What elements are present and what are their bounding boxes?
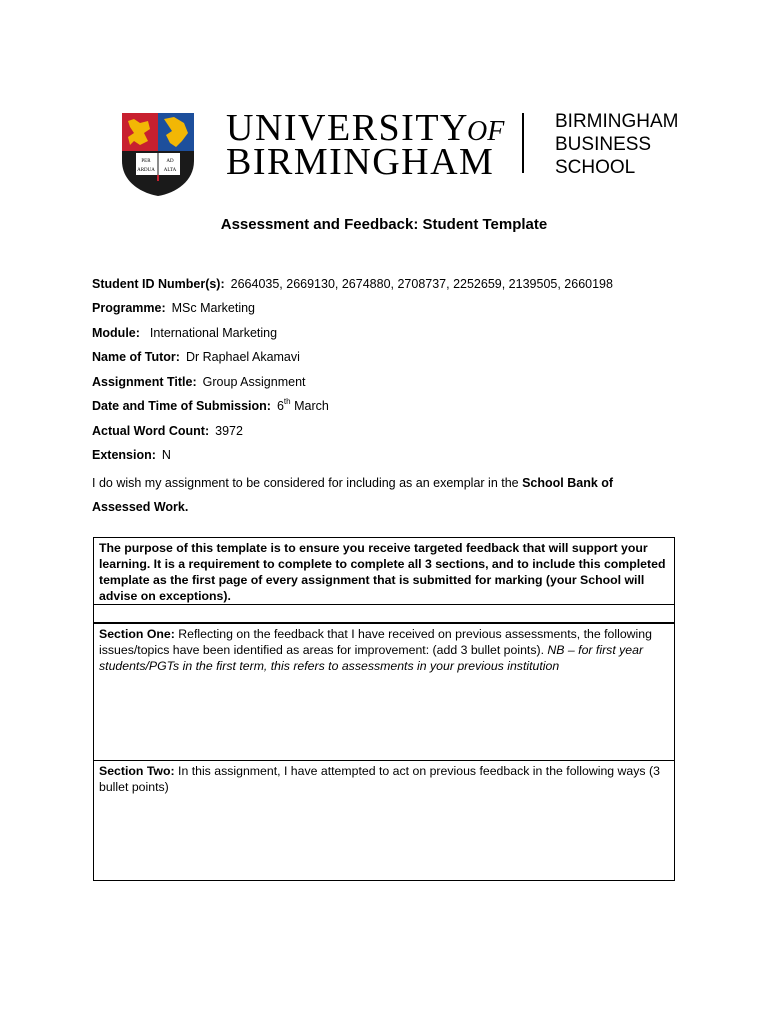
- word-count-field: [92, 423, 243, 439]
- university-word: UNIVERSITY: [226, 107, 469, 149]
- section-two-heading: Section Two:: [99, 764, 175, 778]
- section-one-cell[interactable]: [94, 624, 674, 761]
- student-id-value: 2664035, 2669130, 2674880, 2708737, 2252659, 2139505, 2660198: [230, 277, 613, 291]
- exemplar-statement: [92, 471, 652, 519]
- section-two-text: In this assignment, I have attempted to act on previous feedback in the following ways (3 bullet points): [99, 764, 660, 794]
- student-id-field: [92, 276, 613, 292]
- university-of: OF: [466, 116, 505, 147]
- header-divider: [522, 113, 524, 173]
- crest-text-1: PER: [141, 159, 151, 164]
- crest-text-3: ARDUA: [137, 168, 155, 173]
- extension-label: Extension:: [92, 448, 156, 462]
- word-count-label: Actual Word Count:: [92, 424, 210, 438]
- tutor-value: Dr Raphael Akamavi: [185, 350, 300, 364]
- module-field: [92, 325, 277, 341]
- submission-day-suffix: th: [283, 397, 291, 406]
- document-title: Assessment and Feedback: Student Template: [220, 216, 548, 233]
- submission-day: 6: [276, 399, 284, 413]
- word-count-value: 3972: [215, 424, 243, 438]
- school-name-line3: SCHOOL: [555, 157, 636, 178]
- submission-value: [277, 399, 329, 413]
- exemplar-bold: School Bank of Assessed Work: [92, 476, 614, 514]
- assignment-title-value: Group Assignment: [202, 375, 306, 389]
- submission-field: [92, 398, 329, 414]
- school-name-line1: BIRMINGHAM: [555, 111, 679, 132]
- crest-text-2: AD: [166, 159, 174, 164]
- programme-label: Programme:: [92, 301, 166, 315]
- feedback-table: [93, 537, 675, 881]
- section-two-cell[interactable]: [94, 761, 674, 880]
- programme-value: MSc Marketing: [171, 301, 255, 315]
- purpose-cell: The purpose of this template is to ensure you receive targeted feedback that will support your learning. It is a requirement to complete to complete all 3 sections, and to include this completed template as the first page of every assignment that is submitted for marking (your School will advise on exceptions).: [94, 538, 674, 605]
- submission-month: March: [294, 399, 329, 413]
- extension-field: [92, 447, 171, 463]
- extension-value: N: [161, 448, 171, 462]
- section-one-heading: Section One:: [99, 627, 175, 641]
- section-one-note: NB – for first year students/PGTs in the first term, this refers to assessments in your previous institution: [99, 643, 644, 673]
- assignment-title-label: Assignment Title:: [92, 375, 197, 389]
- module-value: International Marketing: [149, 326, 278, 340]
- student-id-label: Student ID Number(s):: [92, 277, 225, 291]
- submission-label: Date and Time of Submission:: [92, 399, 271, 413]
- tutor-field: [92, 349, 300, 365]
- programme-field: [92, 300, 255, 316]
- module-label: Module:: [92, 326, 140, 340]
- assignment-title-field: [92, 374, 306, 390]
- blank-row[interactable]: [94, 605, 674, 624]
- exemplar-end: .: [184, 500, 189, 514]
- exemplar-text: I do wish my assignment to be considered for including as an exemplar in the: [92, 476, 523, 490]
- university-crest-logo: [120, 111, 196, 197]
- section-one-text: Reflecting on the feedback that I have received on previous assessments, the following issues/topics have been identified as areas for improvement: (add 3 bullet points).: [99, 627, 652, 657]
- university-name-line2: BIRMINGHAM: [226, 141, 495, 183]
- tutor-label: Name of Tutor:: [92, 350, 180, 364]
- crest-text-4: ALTA: [163, 168, 177, 173]
- school-name-line2: BUSINESS: [555, 134, 652, 155]
